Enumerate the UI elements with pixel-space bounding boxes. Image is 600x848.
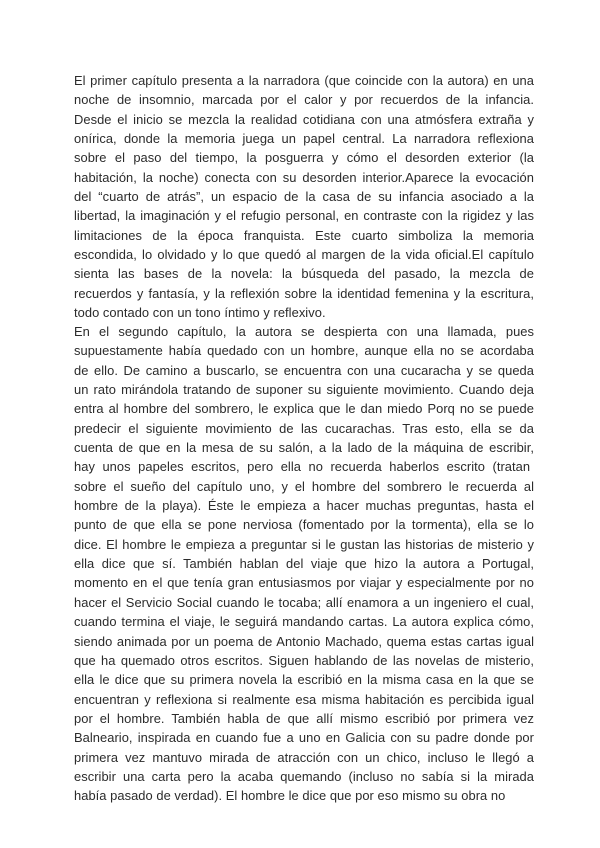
text-line: onírica, donde la memoria juega un papel central. La narradora reflexiona [74, 131, 534, 147]
text-line: todo contado con un tono íntimo y reflexivo. [74, 305, 326, 321]
text-line: recuerdos y fantasía, y la reflexión sobre la identidad femenina y la escritura, [74, 285, 534, 301]
paragraph-chapter-two [74, 322, 534, 806]
text-line: Balneario, inspirada en cuando fue a uno en Galicia con su padre donde por [74, 730, 534, 746]
text-line: encuentran y reflexiona si realmente esa misma habitación es percibida igual [74, 691, 534, 707]
text-line: de ello. De camino a buscarlo, se encuentra con una cucaracha y se queda [74, 362, 534, 378]
text-line: sobre el sueño del capítulo uno, y el hombre del sombrero le recuerda al [74, 478, 534, 494]
text-line: siendo animada por un poema de Antonio Machado, quema estas cartas igual [74, 633, 534, 649]
text-line: noche de insomnio, marcada por el calor y por recuerdos de la infancia. [74, 92, 534, 108]
text-line: entra al hombre del sombrero, le explica que le dan miedo Porq no se puede [74, 401, 534, 417]
text-line: ella le dice que su primera novela la escribió en la misma casa en la que se [74, 672, 534, 688]
text-line: punto de que ella se pone nerviosa (fomentado por la tormenta), ella se lo [74, 517, 534, 533]
text-line: hay unos papeles escritos, pero ella no recuerda haberlos escrito (tratan [74, 459, 531, 475]
text-line: Desde el inicio se mezcla la realidad cotidiana con una atmósfera extraña y [74, 111, 534, 127]
text-line: habitación, la noche) conecta con su desorden interior.Aparece la evocación [74, 169, 534, 185]
text-line: escribir una carta pero la acaba quemando (incluso no sabía si la mirada [74, 768, 534, 784]
text-line: primera vez mantuvo mirada de atracción con un chico, incluso le llegó a [74, 749, 534, 765]
text-line: sobre el paso del tiempo, la posguerra y cómo el desorden exterior (la [74, 150, 534, 166]
text-line: escondida, lo olvidado y lo que quedó al margen de la vida oficial.El capítulo [74, 247, 534, 263]
text-line: supuestamente había quedado con un hombre, aunque ella no se acordaba [74, 343, 534, 359]
paragraph-chapter-one [74, 71, 534, 322]
text-line: limitaciones de la época franquista. Este cuarto simboliza la memoria [74, 227, 534, 243]
text-line: ella dice que sí. También hablan del viaje que hizo la autora a Portugal, [74, 556, 534, 572]
text-line: predecir el siguiente movimiento de las cucarachas. Tras esto, ella se da [74, 420, 534, 436]
text-line: por el hombre. También habla de que allí mismo escribió por primera vez [74, 710, 534, 726]
text-line: momento en el que tenía gran entusiasmos por viajar y especialmente por no [74, 575, 534, 591]
text-line: dice. El hombre le empieza a preguntar si le gustan las historias de misterio y [74, 536, 534, 552]
text-line: El primer capítulo presenta a la narradora (que coincide con la autora) en una [74, 73, 534, 88]
text-line: cuenta de que en la mesa de su salón, a la lado de la máquina de escribir, [74, 440, 534, 456]
text-line: cuando termina el viaje, le seguirá mandando cartas. La autora explica cómo, [74, 614, 534, 630]
text-line: que ha quemado otros escritos. Siguen hablando de las novelas de misterio, [74, 652, 534, 668]
text-line: del “cuarto de atrás”, un espacio de la casa de su infancia asociado a la [74, 189, 534, 205]
text-line: había pasado de verdad). El hombre le dice que por eso mismo su obra no [74, 788, 506, 804]
text-line: un rato mirándola tratando de suponer su siguiente movimiento. Cuando deja [74, 382, 534, 398]
text-line: En el segundo capítulo, la autora se despierta con una llamada, pues [74, 324, 534, 339]
text-line: libertad, la imaginación y el refugio personal, en contraste con la rigidez y las [74, 208, 534, 224]
text-line: hacer el Servicio Social cuando le tocaba; allí enamora a un ingeniero el cual, [74, 594, 534, 610]
text-line: hombre de la playa). Éste le empieza a hacer muchas preguntas, hasta el [74, 498, 534, 514]
text-line: sienta las bases de la novela: la búsqueda del pasado, la mezcla de [74, 266, 534, 282]
